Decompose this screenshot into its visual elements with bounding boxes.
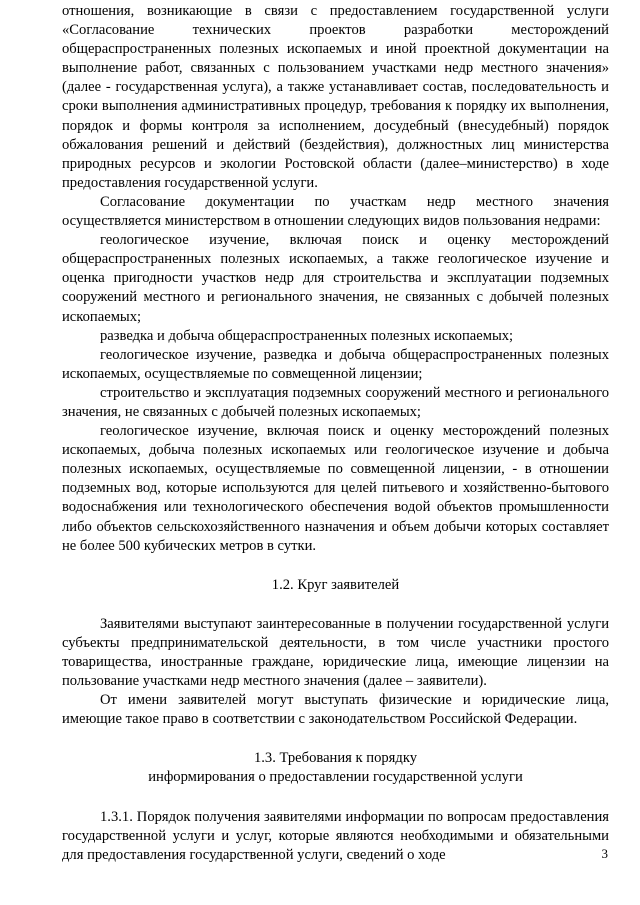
spacer xyxy=(62,595,609,615)
document-page xyxy=(62,0,609,865)
section-paragraph: От имени заявителей могут выступать физические и юридические лица, имеющие такое право в соответствии с законодательством Российской Федерации. xyxy=(62,692,609,728)
intro-paragraph: Согласование документации по участкам недр местного значения осуществляется министерством в отношении следующих видов пользования недрами: xyxy=(62,193,609,230)
spacer xyxy=(62,788,609,808)
spacer xyxy=(62,556,609,576)
section-heading-1-3: 1.3. Требования к порядку xyxy=(253,750,417,767)
page-number: 3 xyxy=(601,846,608,861)
section-heading-1-3-subtitle: информирования о предоставлении государственной услуги xyxy=(148,769,523,786)
list-item: разведка и добыча общераспространенных полезных ископаемых; xyxy=(100,327,514,344)
intro-paragraph: отношения, возникающие в связи с предоставлением государственной услуги «Согласование технических проектов разработки месторождений общераспространенных полезных ископаемых и иной проектной документации на выполнение работ, связанных с пользованием участками недр местного значения» (далее - государственная услуга), а также устанавливает состав, последовательность и сроки выполнения административных процедур, требования к порядку их выполнения, порядок и формы контроля за исполнением, досудебный (внесудебный) порядок обжалования решений и действий (бездействия), должностных лиц министерства природных ресурсов и экологии Ростовской области (далее–министерство) в ходе предоставления государственной услуги. xyxy=(62,3,609,191)
section-paragraph: 1.3.1. Порядок получения заявителями информации по вопросам предоставления государственной услуги и услуг, которые являются необходимыми и обязательными для предоставления государственной услуги, сведений о ходе xyxy=(62,808,609,863)
spacer xyxy=(62,729,609,749)
section-heading-1-2: 1.2. Круг заявителей xyxy=(271,576,400,593)
list-item: геологическое изучение, включая поиск и оценку месторождений общераспространенных полезных ископаемых, а также геологическое изучение и оценка пригодности участков недр для строительства и эксплуатации подземных сооружений местного и регионального значения, не связанных с добычей полезных ископаемых; xyxy=(62,232,609,325)
list-item: строительство и эксплуатация подземных сооружений местного и регионального значения, не связанных с добычей полезных ископаемых; xyxy=(62,384,609,420)
list-item: геологическое изучение, включая поиск и оценку месторождений полезных ископаемых, добыча полезных ископаемых или геологическое изучение и добыча полезных ископаемых, осуществляемые по совмещенной лицензии, - в отношении подземных вод, которые используются для целей питьевого и хозяйственно-бытового водоснабжения или технологического обеспечения водой объектов промышленности либо объектов сельскохозяйственного назначения и объем добычи которых составляет не более 500 кубических метров в сутки. xyxy=(62,423,609,554)
list-item: геологическое изучение, разведка и добыча общераспространенных полезных ископаемых, осуществляемые по совмещенной лицензии; xyxy=(62,346,609,382)
section-paragraph: Заявителями выступают заинтересованные в получении государственной услуги субъекты предпринимательской деятельности, в том числе участники простого товарищества, иностранные граждане, юридические лица, имеющие лицензии на пользование участками недр местного значения (далее – заявители). xyxy=(62,615,609,690)
